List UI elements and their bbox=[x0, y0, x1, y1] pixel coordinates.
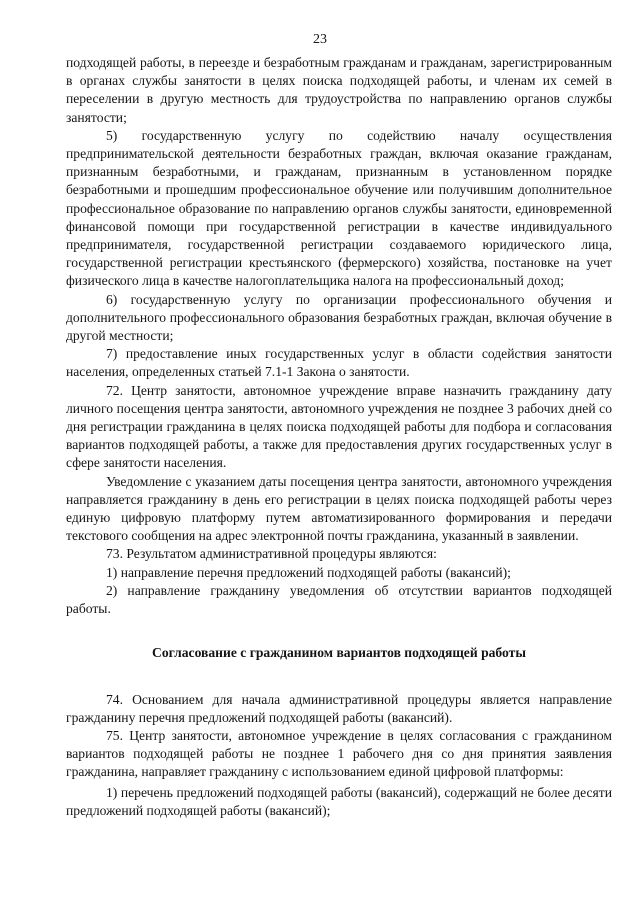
paragraph-73-item-2: 2) направление гражданину уведомления об отсутствии вариантов подходящей работы. bbox=[66, 582, 612, 617]
section-heading: Согласование с гражданином вариантов подходящей работы bbox=[152, 645, 526, 661]
paragraph-73-item-1: 1) направление перечня предложений подходящей работы (вакансий); bbox=[106, 564, 511, 580]
page-number: 23 bbox=[313, 32, 327, 47]
paragraph-75-item-1: 1) перечень предложений подходящей работы (вакансий), содержащий не более десяти предложений подходящей работы (вакансий); bbox=[66, 784, 612, 818]
paragraph-74: 74. Основанием для начала административной процедуры является направление гражданину перечня предложений подходящей работы (вакансий). bbox=[66, 691, 612, 725]
document-body bbox=[66, 54, 612, 820]
paragraph-notification: Уведомление с указанием даты посещения центра занятости, автономного учреждения направляется гражданину в день его регистрации в целях поиска подходящей работы через единую цифровую платформу путем автоматизированного формирования и передачи текстового сообщения на адрес электронной почты гражданина, указанный в заявлении. bbox=[66, 473, 612, 544]
paragraph-73: 73. Результатом административной процедуры являются: bbox=[106, 546, 437, 562]
paragraph-item-6: 6) государственную услугу по организации профессионального обучения и дополнительного профессионального образования безработных граждан, включая обучение в другой местности; bbox=[66, 291, 612, 344]
paragraph-72: 72. Центр занятости, автономное учреждение вправе назначить гражданину дату личного посещения центра занятости, автономного учреждения не позднее 3 рабочих дней со дня регистрации гражданина в целях поиска подходящей работы для подбора и согласования вариантов подходящей работы, а также для предоставления других государственных услуг в сфере занятости населения. bbox=[66, 382, 612, 471]
paragraph-75: 75. Центр занятости, автономное учреждение в целях согласования с гражданином вариантов подходящей работы не позднее 1 рабочего дня со дня принятия заявления гражданина, направляет гражданину с использованием единой цифровой платформы: bbox=[66, 727, 612, 780]
paragraph-continuation: подходящей работы, в переезде и безработным гражданам и гражданам, зарегистрированным в органах службы занятости в целях поиска подходящей работы, и членам их семей в переселении в другую местность для трудоустройства по направлению органов службы занятости; bbox=[66, 55, 612, 125]
paragraph-item-5: 5) государственную услугу по содействию началу осуществления предпринимательской деятельности безработных граждан, включая оказание гражданам, признанным безработными, и гражданам, признанным в установленном порядке безработными и прошедшим профессиональное обучение или получившим дополнительное профессиональное образование по направлению органов службы занятости, единовременной финансовой помощи при государственной регистрации в качестве индивидуального предпринимателя, государственной регистрации создаваемого юридического лица, государственной регистрации крестьянского (фермерского) хозяйства, постановке на учет физического лица в качестве налогоплательщика налога на профессиональный доход; bbox=[66, 127, 612, 289]
paragraph-item-7: 7) предоставление иных государственных услуг в области содействия занятости населения, определенных статьей 7.1-1 Закона о занятости. bbox=[66, 346, 612, 380]
